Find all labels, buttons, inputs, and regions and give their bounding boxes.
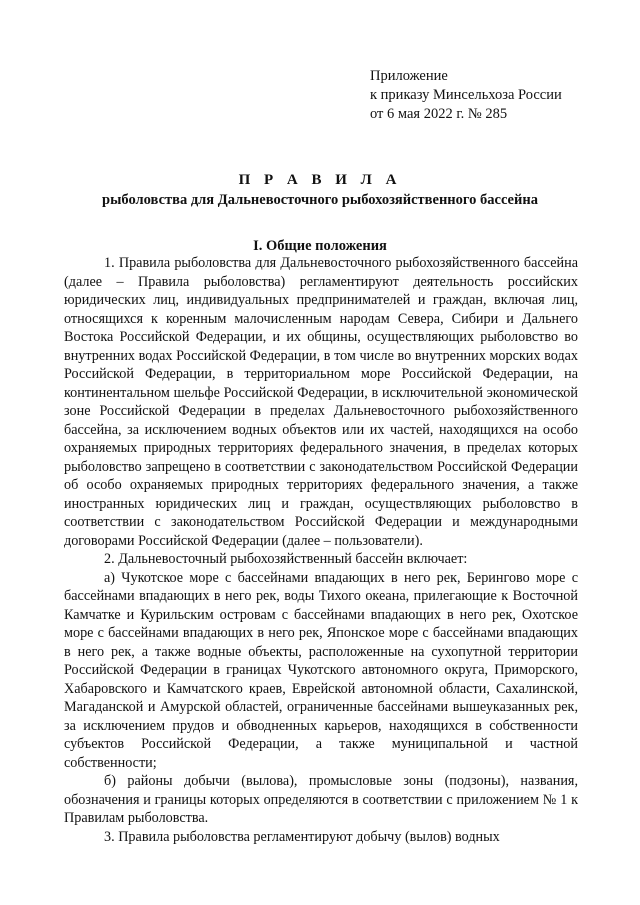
appendix-line-2: к приказу Минсельхоза России (370, 87, 562, 103)
appendix-block (370, 67, 610, 124)
section-heading: I. Общие положения (253, 238, 387, 254)
paragraph-3: 3. Правила рыболовства регламентируют добычу (вылов) водных (104, 828, 500, 845)
section-body (64, 254, 578, 846)
paragraph-2b: б) районы добычи (вылова), промысловые зоны (подзоны), названия, обозначения и границы которых определяются в соответствии с приложением № 1 к Правилам рыболовства. (64, 773, 578, 826)
document-title: П Р А В И Л А (238, 172, 402, 188)
paragraph-1: 1. Правила рыболовства для Дальневосточного рыбохозяйственного бассейна (далее – Правила рыболовства) регламентируют деятельность российских юридических лиц, индивидуальных предпринимателей и граждан, включая лиц, относящихся к коренным малочисленным народам Севера, Сибири и Дальнего Востока Российской Федерации, и их общины, осуществляющих рыболовство во внутренних водах Российской Федерации, в том числе во внутренних морских водах Российской Федерации, в территориальном море Российской Федерации, на континентальном шельфе Российской Федерации, в исключительной экономической зоне Российской Федерации в пределах Дальневосточного рыбохозяйственного бассейна, за исключением водных объектов или их частей, находящихся на особо охраняемых природных территориях федерального значения, в пределах которых рыболовство запрещено в соответствии с законодательством Российской Федерации об особо охраняемых природных территориях федерального значения, а также иностранных юридических лиц и граждан, осуществляющих рыболовство в соответствии с законодательством Российской Федерации и международными договорами Российской Федерации (далее – пользователи). (64, 255, 578, 549)
document-subtitle: рыболовства для Дальневосточного рыбохозяйственного бассейна (102, 192, 538, 208)
appendix-line-1: Приложение (370, 68, 448, 84)
paragraph-2: 2. Дальневосточный рыбохозяйственный бассейн включает: (104, 551, 468, 567)
paragraph-2a: а) Чукотское море с бассейнами впадающих в него рек, Берингово море с бассейнами впадающих в него рек, воды Тихого океана, прилегающие к Восточной Камчатке и Курильским островам с бассейнами впадающих в него рек, Охотское море с бассейнами впадающих в него рек, Японское море с бассейнами впадающих в него рек, а также водные объекты, расположенные на сухопутной территории Российской Федерации в границах Чукотского автономного округа, Приморского, Хабаровского и Камчатского краев, Еврейской автономной области, Сахалинской, Магаданской и Амурской областей, ограниченные бассейнами вышеуказанных рек, за исключением прудов и обводненных карьеров, находящихся в собственности субъектов Российской Федерации, а также муниципальной и частной собственности; (64, 569, 578, 771)
appendix-line-3: от 6 мая 2022 г. № 285 (370, 106, 508, 122)
